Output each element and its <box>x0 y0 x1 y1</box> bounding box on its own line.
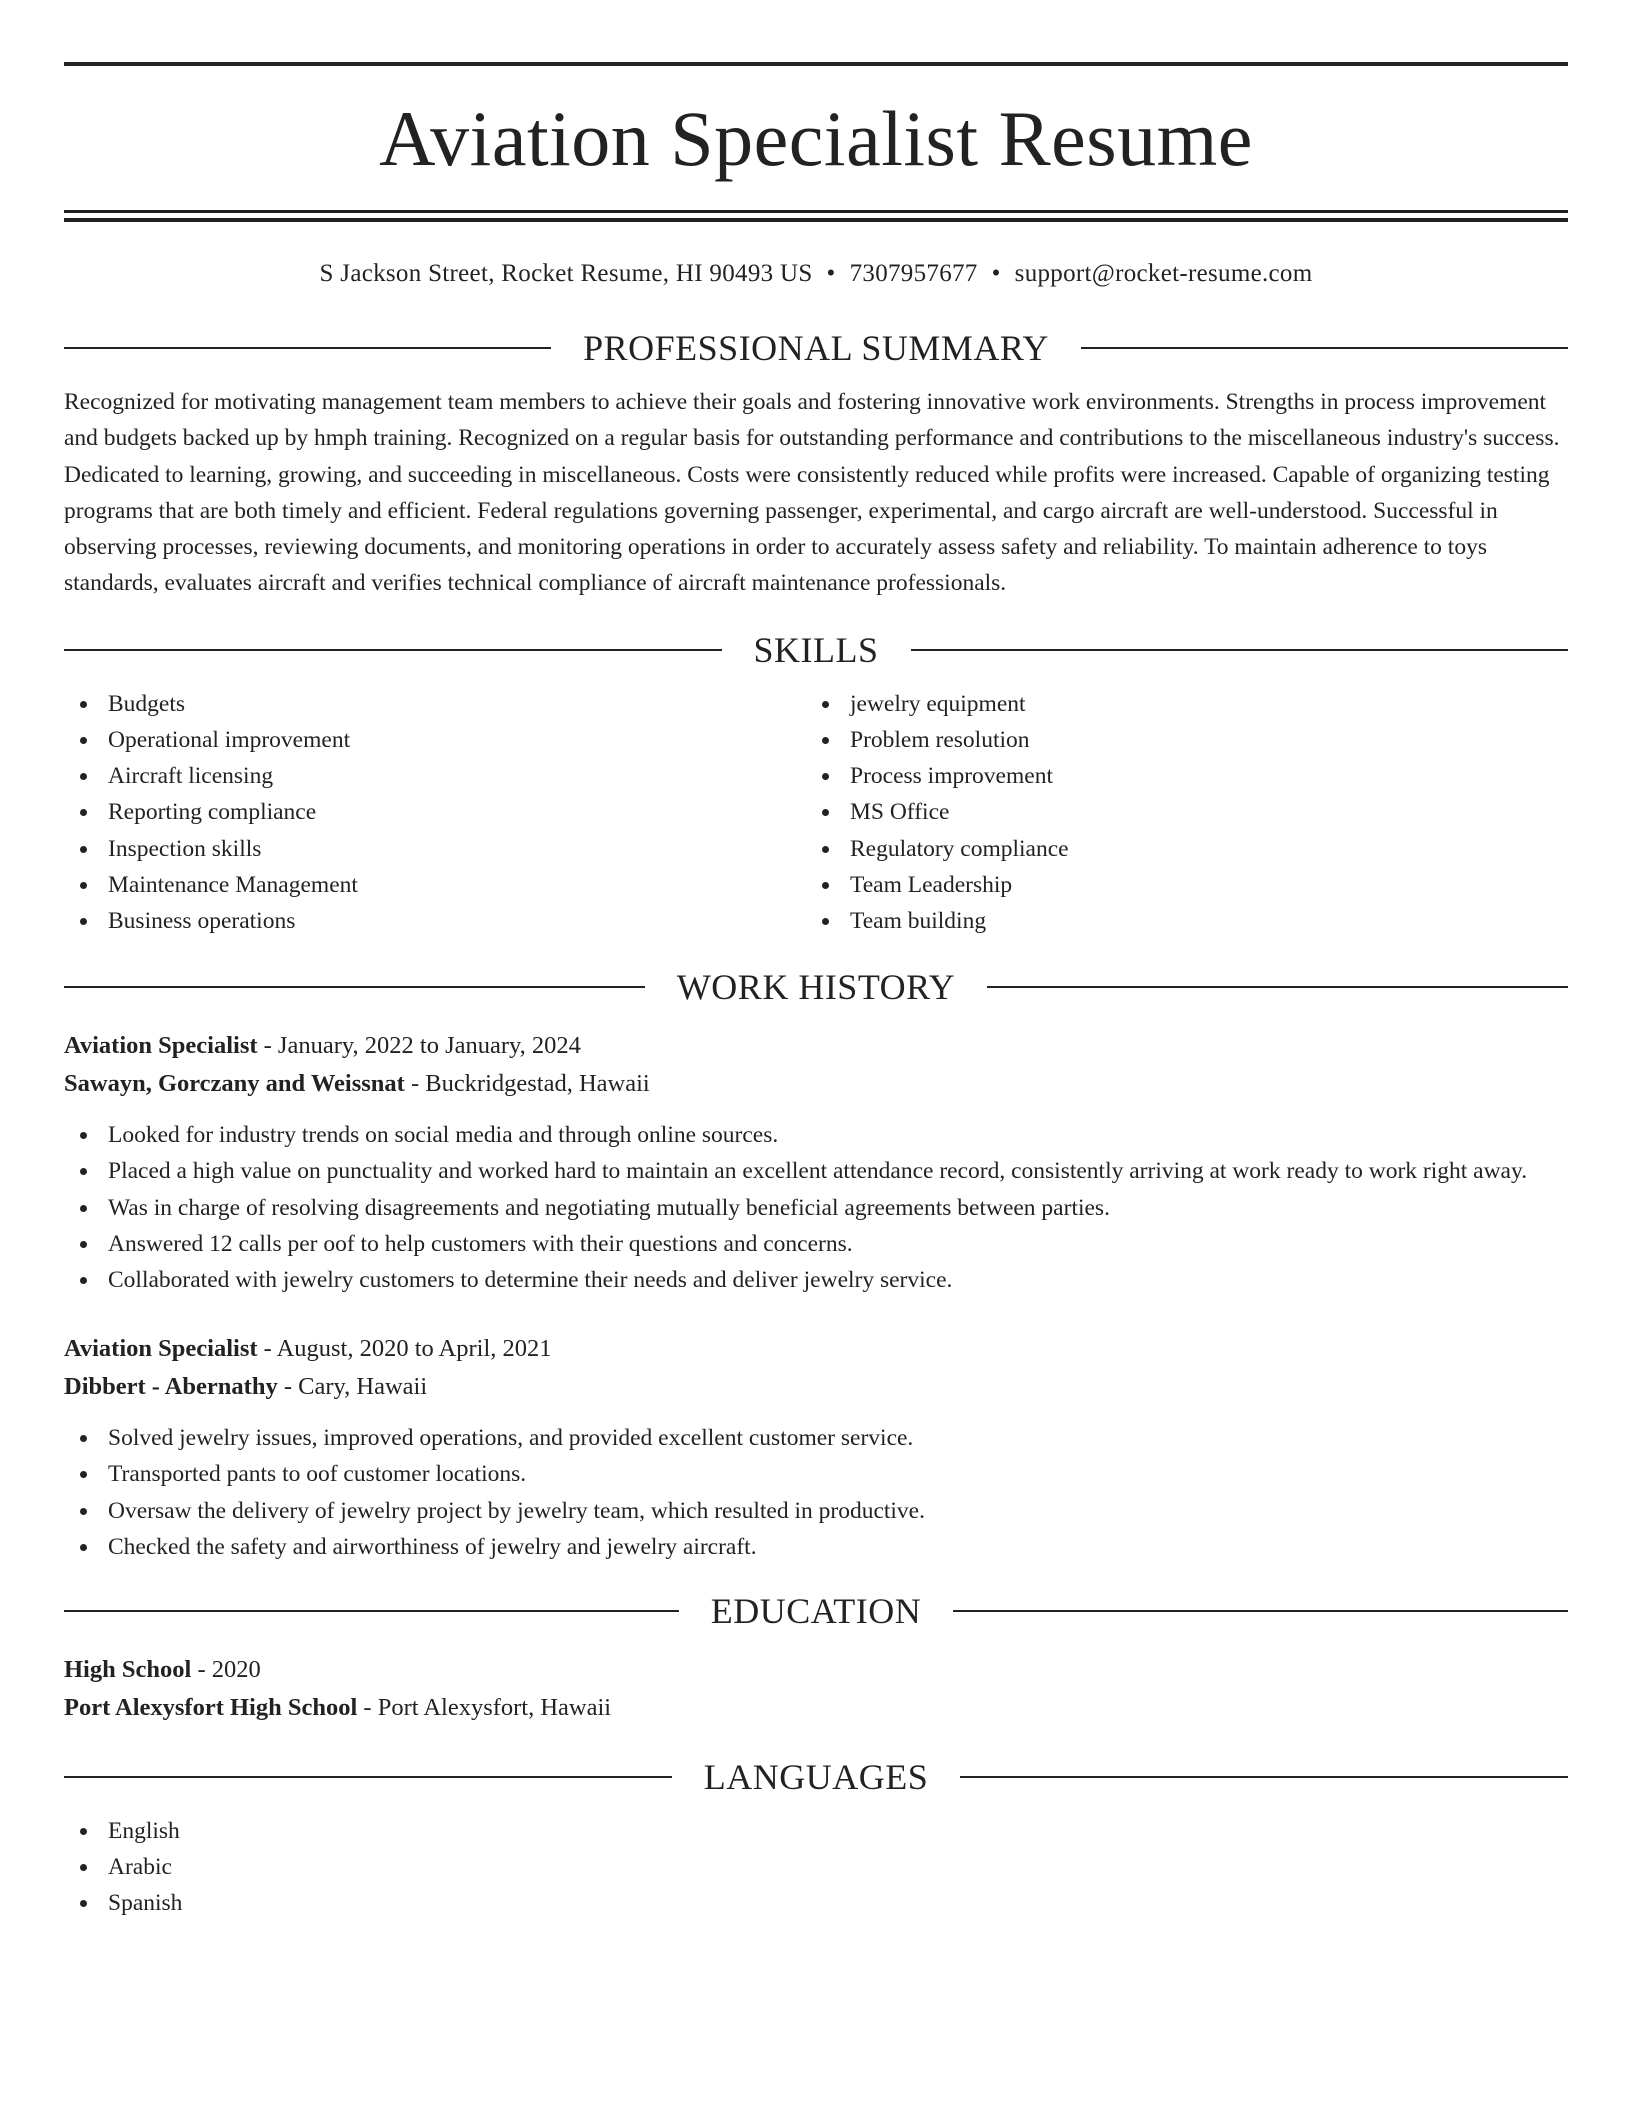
skill-item: Process improvement <box>806 758 1548 794</box>
education-degree-line <box>64 1651 1568 1689</box>
page-title: Aviation Specialist Resume <box>379 95 1253 182</box>
job-title-line <box>64 1330 1568 1368</box>
education-school: Port Alexysfort High School <box>64 1694 358 1722</box>
skill-item: Maintenance Management <box>64 867 806 903</box>
section-title: SKILLS <box>753 629 879 670</box>
contact-address: S Jackson Street, Rocket Resume, HI 90493 US <box>319 260 813 287</box>
heading-rule-left <box>64 347 551 349</box>
duty-item: Collaborated with jewelry customers to determine their needs and deliver jewelry service. <box>64 1262 1568 1298</box>
contact-email: support@rocket-resume.com <box>1014 260 1313 287</box>
contact-line <box>64 260 1568 288</box>
job-entry <box>64 1027 1568 1298</box>
job-duties <box>64 1420 1568 1565</box>
language-item: Arabic <box>64 1849 1568 1885</box>
contact-separator: • <box>826 260 836 287</box>
section-skills-heading <box>64 629 1568 670</box>
languages-list <box>64 1813 1568 1922</box>
skill-item: jewelry equipment <box>806 686 1548 722</box>
section-title: WORK HISTORY <box>676 967 956 1008</box>
job-title: Aviation Specialist <box>64 1335 258 1363</box>
heading-rule-left <box>64 1610 679 1612</box>
skill-item: Team Leadership <box>806 867 1548 903</box>
resume-page <box>64 62 1568 1922</box>
skill-item: Problem resolution <box>806 722 1548 758</box>
education-location: - Port Alexysfort, Hawaii <box>357 1694 612 1722</box>
job-location: - Buckridgestad, Hawaii <box>404 1070 650 1098</box>
skill-item: Regulatory compliance <box>806 831 1548 867</box>
skill-item: Operational improvement <box>64 722 806 758</box>
summary-text: Recognized for motivating management team members to achieve their goals and fostering innovative work environments. Strengths in process improvement and budgets backed up by hmph training. Recognized on a regular basis for outstanding performance and contributions to the miscellaneous industry's success. Dedicated to learning, growing, and succeeding in miscellaneous. Costs were consistently reduced while profits were increased. Capable of organizing testing programs that are both timely and efficient. Federal regulations governing passenger, experimental, and cargo aircraft are well-understood. Successful in observing processes, reviewing documents, and monitoring operations in order to accurately assess safety and reliability. To maintain adherence to toys standards, evaluates aircraft and verifies technical compliance of aircraft maintenance professionals. <box>64 389 1560 597</box>
skill-item: Inspection skills <box>64 831 806 867</box>
skill-item: Business operations <box>64 903 806 939</box>
skill-item: Team building <box>806 903 1548 939</box>
duty-item: Was in charge of resolving disagreements and negotiating mutually beneficial agreements between parties. <box>64 1190 1568 1226</box>
skills-column-left <box>64 686 806 939</box>
heading-rule-right <box>911 649 1569 651</box>
education-year: - 2020 <box>191 1656 261 1684</box>
section-title: LANGUAGES <box>703 1757 929 1798</box>
section-summary-heading <box>64 330 1568 366</box>
heading-rule-left <box>64 986 645 988</box>
heading-rule-right <box>953 1610 1568 1612</box>
job-title-line <box>64 1027 1568 1065</box>
education-school-line <box>64 1689 1568 1727</box>
education-entry <box>64 1651 1568 1727</box>
language-item: Spanish <box>64 1885 1568 1921</box>
job-title: Aviation Specialist <box>64 1032 258 1060</box>
job-company: Sawayn, Gorczany and Weissnat <box>64 1070 405 1098</box>
section-languages-heading <box>64 1757 1568 1798</box>
job-company-line <box>64 1368 1568 1406</box>
language-item: English <box>64 1813 1568 1849</box>
skills-list <box>64 686 1568 939</box>
duty-item: Checked the safety and airworthiness of jewelry and jewelry aircraft. <box>64 1529 1568 1565</box>
job-company: Dibbert - Abernathy <box>64 1373 278 1401</box>
education-degree: High School <box>64 1656 192 1684</box>
header-double-rule <box>64 210 1568 222</box>
duty-item: Placed a high value on punctuality and worked hard to maintain an excellent attendance record, consistently arriving at work ready to work right away. <box>64 1153 1568 1189</box>
skill-item: Budgets <box>64 686 806 722</box>
contact-separator: • <box>991 260 1001 287</box>
heading-rule-right <box>987 986 1568 988</box>
duty-item: Looked for industry trends on social media and through online sources. <box>64 1117 1568 1153</box>
header-top-rule <box>64 62 1568 66</box>
skill-item: Aircraft licensing <box>64 758 806 794</box>
skills-column-right <box>806 686 1548 939</box>
job-dates: - January, 2022 to January, 2024 <box>257 1032 581 1060</box>
contact-phone: 7307957677 <box>849 260 978 287</box>
duty-item: Oversaw the delivery of jewelry project by jewelry team, which resulted in productive. <box>64 1493 1568 1529</box>
duty-item: Solved jewelry issues, improved operations, and provided excellent customer service. <box>64 1420 1568 1456</box>
heading-rule-left <box>64 1776 672 1778</box>
heading-rule-right <box>1081 347 1568 349</box>
heading-rule-left <box>64 649 722 651</box>
section-title: EDUCATION <box>710 1591 922 1632</box>
duty-item: Transported pants to oof customer locations. <box>64 1456 1568 1492</box>
job-duties <box>64 1117 1568 1298</box>
skill-item: Reporting compliance <box>64 794 806 830</box>
job-entry <box>64 1330 1568 1565</box>
skill-item: MS Office <box>806 794 1548 830</box>
section-education-heading <box>64 1591 1568 1632</box>
job-company-line <box>64 1065 1568 1103</box>
duty-item: Answered 12 calls per oof to help customers with their questions and concerns. <box>64 1226 1568 1262</box>
job-dates: - August, 2020 to April, 2021 <box>257 1335 552 1363</box>
section-title: PROFESSIONAL SUMMARY <box>583 328 1049 368</box>
job-location: - Cary, Hawaii <box>277 1373 428 1401</box>
section-work-heading <box>64 967 1568 1008</box>
heading-rule-right <box>960 1776 1568 1778</box>
